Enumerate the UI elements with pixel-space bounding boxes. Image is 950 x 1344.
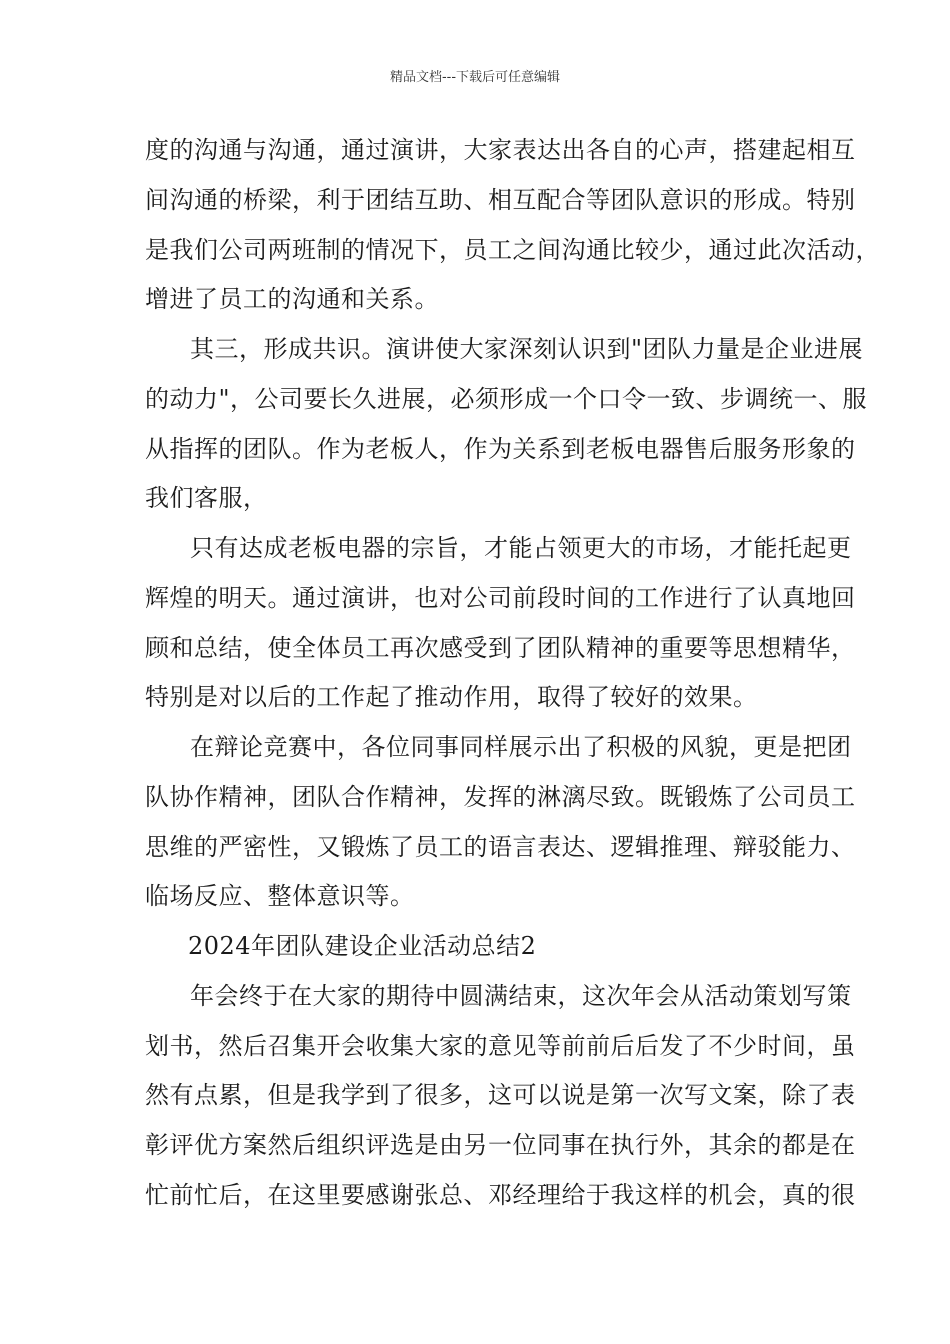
section-heading: 2024年团队建设企业活动总结2	[188, 932, 537, 960]
text-line: 顾和总结，使全体员工再次感受到了团队精神的重要等思想精华，	[145, 634, 856, 662]
text-line: 辉煌的明天。通过演讲，也对公司前段时间的工作进行了认真地回	[145, 584, 856, 612]
text-line: 队协作精神，团队合作精神，发挥的淋漓尽致。既锻炼了公司员工	[145, 783, 856, 811]
text-line: 思维的严密性，又锻炼了员工的语言表达、逻辑推理、辩驳能力、	[145, 833, 856, 861]
text-line: 临场反应、整体意识等。	[145, 882, 415, 910]
text-line: 是我们公司两班制的情况下，员工之间沟通比较少，通过此次活动，	[145, 236, 880, 264]
text-line: 划书，然后召集开会收集大家的意见等前前后后发了不少时间，虽	[145, 1032, 856, 1060]
text-line: 从指挥的团队。作为老板人，作为关系到老板电器售后服务形象的	[145, 435, 856, 463]
text-line: 度的沟通与沟通，通过演讲，大家表达出各自的心声，搭建起相互	[145, 136, 856, 164]
text-line: 的动力"，公司要长久进展，必须形成一个口令一致、步调统一、服	[145, 385, 868, 413]
page-header: 精品文档---下载后可任意编辑	[389, 70, 561, 85]
text-line: 年会终于在大家的期待中圆满结束，这次年会从活动策划写策	[190, 982, 852, 1010]
text-line: 在辩论竞赛中，各位同事同样展示出了积极的风貌，更是把团	[190, 733, 852, 761]
text-line: 然有点累，但是我学到了很多，这可以说是第一次写文案，除了表	[145, 1081, 856, 1109]
text-line: 间沟通的桥梁，利于团结互助、相互配合等团队意识的形成。特别	[145, 186, 856, 214]
text-line: 彰评优方案然后组织评选是由另一位同事在执行外，其余的都是在	[145, 1131, 856, 1159]
text-line: 增进了员工的沟通和关系。	[145, 285, 439, 313]
text-line: 其三，形成共识。演讲使大家深刻认识到"团队力量是企业进展	[190, 335, 864, 363]
text-line: 只有达成老板电器的宗旨，才能占领更大的市场，才能托起更	[190, 534, 852, 562]
text-line: 我们客服，	[145, 484, 268, 512]
text-line: 忙前忙后，在这里要感谢张总、邓经理给于我这样的机会，真的很	[145, 1181, 856, 1209]
text-line: 特别是对以后的工作起了推动作用，取得了较好的效果。	[145, 683, 758, 711]
